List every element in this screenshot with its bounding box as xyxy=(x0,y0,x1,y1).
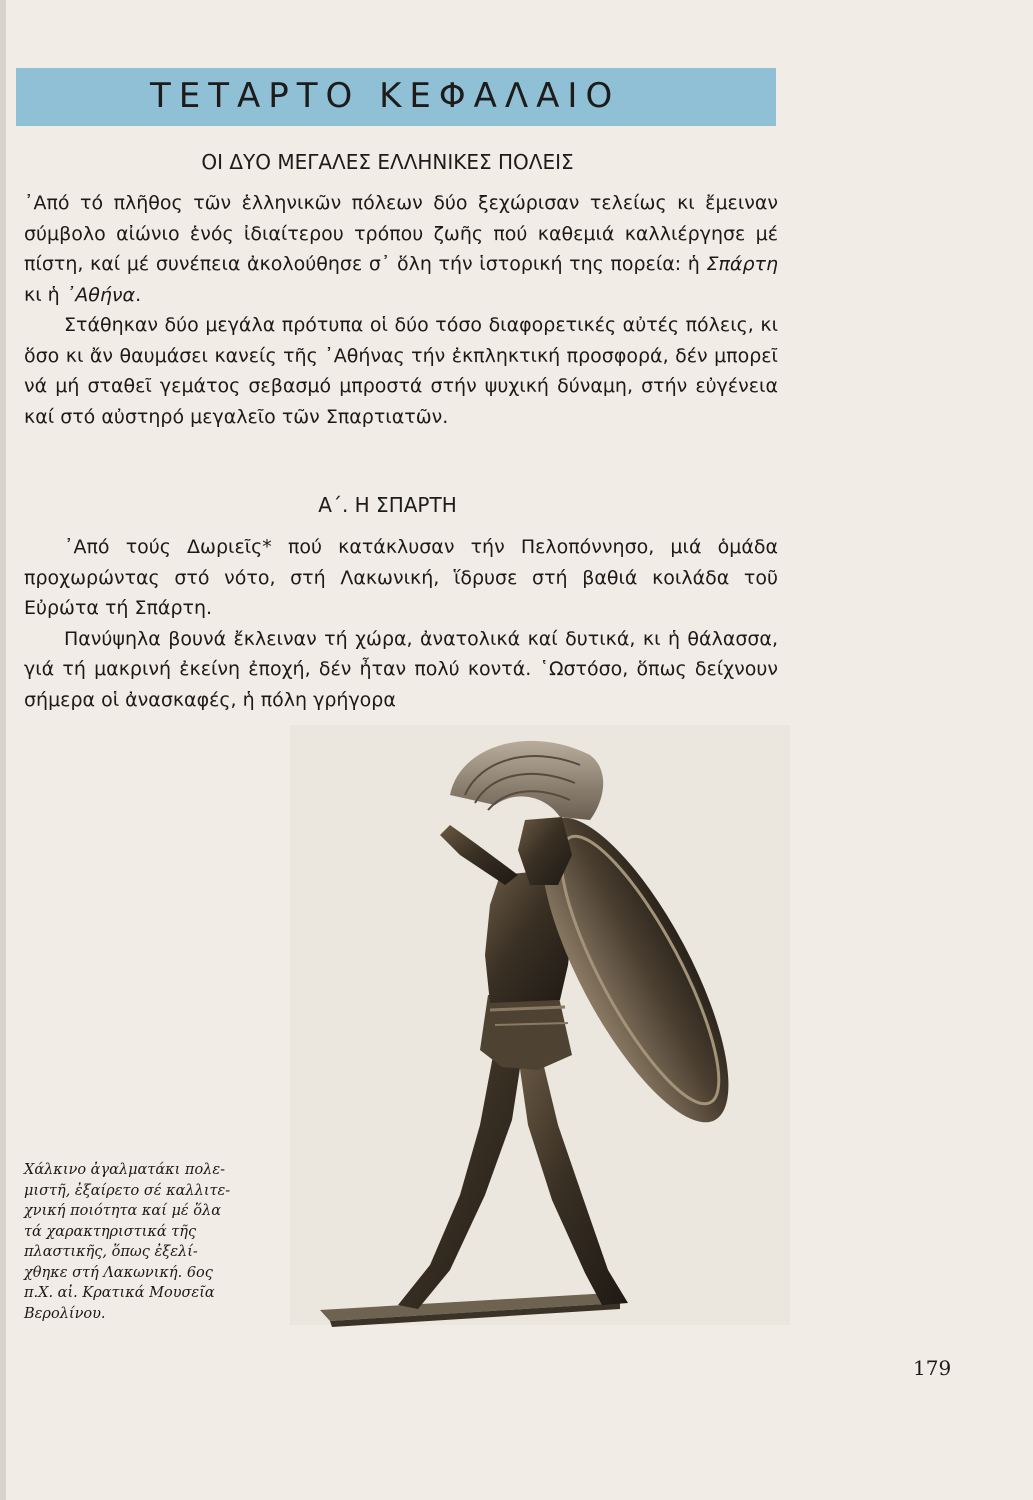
paragraph-intro xyxy=(24,188,778,310)
term-sparta: Σπάρτη xyxy=(706,253,778,275)
statuette-kilt xyxy=(480,993,572,1070)
term-athens: ᾿Αθήνα xyxy=(65,283,136,306)
section1-body xyxy=(24,188,778,432)
section-title-sparta: Α΄. Η ΣΠΑΡΤΗ xyxy=(318,493,457,517)
paragraph-intro-text: ᾿Από τό πλῆθος τῶν ἑλληνικῶν πόλεων δύο ξεχώρισαν τελείως κι ἔμειναν σύμβολο αἰώνιο ἑνός ἰδιαίτερου τρόπου ζωῆς πού καθεμιά καλλιέργησε μέ πίστη, καί μέ συνέπεια ἀκολούθησε σ᾿ ὅλη τήν ἱστορική της πορεία: ἡ xyxy=(24,192,778,275)
bleed-through-shadow xyxy=(870,320,990,380)
warrior-statuette-image xyxy=(290,725,800,1345)
caption-line: χθηκε στή Λακωνική. 6ος xyxy=(24,1264,213,1281)
caption-line: χνική ποιότητα καί μέ ὅλα xyxy=(24,1203,222,1219)
section-title-two-cities: ΟΙ ΔΥΟ ΜΕΓΑΛΕΣ ΕΛΛΗΝΙΚΕΣ ΠΟΛΕΙΣ xyxy=(201,150,574,174)
chapter-title: ΤΕΤΑΡΤΟ ΚΕΦΑΛΑΙΟ xyxy=(150,76,621,116)
caption-line: π.Χ. αἰ. Κρατικά Μουσεῖα xyxy=(24,1285,215,1301)
paragraph-geography: Πανύψηλα βουνά ἔκλειναν τή χώρα, ἀνατολικά καί δυτικά, κι ἡ θάλασσα, γιά τή μακρινή ἐκείνη ἐποχή, δέν ἦταν πολύ κοντά. ῾Ωστόσο, ὅπως δείχνουν σήμερα οἱ ἀνασκαφές, ἡ πόλη γρήγορα xyxy=(24,627,778,711)
section2-body xyxy=(24,532,778,715)
paragraph-intro-end: . xyxy=(135,283,142,306)
caption-line: τά χαρακτηριστικά τῆς xyxy=(24,1223,197,1240)
caption-line: πλαστικῆς, ὅπως ἐξελί- xyxy=(24,1244,198,1260)
paragraph-dorians: ᾿Από τούς Δωριεῖς* πού κατάκλυσαν τήν Πελοπόννησο, μιά ὁμάδα προχωρώντας στό νότο, στή Λακωνική, ἵδρυσε στή βαθιά κοιλάδα τοῦ Εὐρώτα τή Σπάρτη. xyxy=(24,536,778,619)
caption-line: Χάλκινο ἀγαλματάκι πολε- xyxy=(24,1162,226,1178)
caption-line: Βερολίνου. xyxy=(24,1305,106,1322)
paragraph-intro-connector: κι ἡ xyxy=(24,283,66,306)
caption-line: μιστῆ, ἐξαίρετο σέ καλλιτε- xyxy=(24,1182,231,1199)
page-number: 179 xyxy=(913,1356,952,1380)
paragraph-models: Στάθηκαν δύο μεγάλα πρότυπα οἱ δύο τόσο διαφορετικές αὐτές πόλεις, κι ὅσο κι ἄν θαυμάσει κανείς τῆς ᾿Αθήνας τήν ἐκπληκτική προσφορά, δέν μπορεῖ νά μή σταθεῖ γεμάτος σεβασμό μπροστά στήν ψυχική δύναμη, στήν εὐγένεια καί στό αὐστηρό μεγαλεῖο τῶν Σπαρτιατῶν. xyxy=(24,314,778,428)
figure-caption xyxy=(24,1160,284,1324)
warrior-statuette-drawing xyxy=(290,725,800,1345)
